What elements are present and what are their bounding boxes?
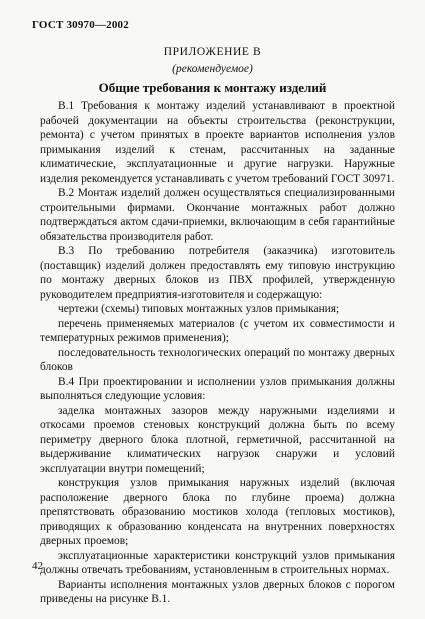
- list-item-gap-sealing: заделка монтажных зазоров между наружными изделиями и откосами проемов стеновых конструкций должна быть по всему периметру дверного блока плотной, герметичной, рассчитанной на выдерживание климатических нагрузок снаружи и условий эксплуатации внутри помещений;: [40, 404, 395, 475]
- appendix-title: ПРИЛОЖЕНИЕ В: [163, 46, 262, 58]
- paragraph-variants: Варианты исполнения монтажных узлов дверных блоков с порогом приведены на рисунке В.1.: [40, 578, 395, 605]
- list-item-operations: последовательность технологических операций по монтажу дверных блоков: [40, 346, 395, 373]
- document-code-header: ГОСТ 30970—2002: [32, 19, 129, 31]
- paragraph-b3: В.3 По требованию потребителя (заказчика) изготовитель (поставщик) изделий должен предоставлять ему типовую инструкцию по монтажу дверных блоков из ПВХ профилей, утвержденную руководителем предприятия-изготовителя и содержащую:: [40, 245, 395, 301]
- paragraph-b2: В.2 Монтаж изделий должен осуществляться специализированными строительными фирмами. Окончание монтажных работ должно подтверждаться актом сдачи-приемки, включающим в себя гарантийные обязательства производителя работ.: [40, 187, 395, 243]
- list-item-performance: эксплуатационные характеристики конструкций узлов примыкания должны отвечать требованиям, установленным в строительных нормах.: [40, 549, 395, 576]
- page-number: 42: [32, 560, 43, 572]
- section-title: Общие требования к монтажу изделий: [98, 80, 327, 95]
- body-text: [40, 99, 395, 607]
- appendix-subtitle: (рекомендуемое): [172, 63, 253, 75]
- list-item-drawings: чертежи (схемы) типовых монтажных узлов примыкания;: [58, 303, 340, 315]
- list-item-thermal-bridges: конструкция узлов примыкания наружных изделий (включая расположение дверного блока по глубине проема) должна препятствовать образованию мостиков холода (тепловых мостиков), приводящих к образованию конденсата на внутренних поверхностях дверных проемов;: [40, 477, 395, 547]
- list-item-materials: перечень применяемых материалов (с учетом их совместимости и температурных режимов применения);: [40, 317, 395, 344]
- paragraph-b1: В.1 Требования к монтажу изделий устанавливают в проектной рабочей документации на объекты строительства (реконструкции, ремонта) с учетом принятых в проекте вариантов исполнения узлов примыкания изделий к стенам, рассчитанных на заданные климатические, эксплуатационные и другие нагрузки. Наружные изделия рекомендуется устанавливать с учетом требований ГОСТ 30971.: [40, 100, 395, 185]
- paragraph-b4: В.4 При проектировании и исполнении узлов примыкания должны выполняться следующие условия:: [40, 375, 395, 402]
